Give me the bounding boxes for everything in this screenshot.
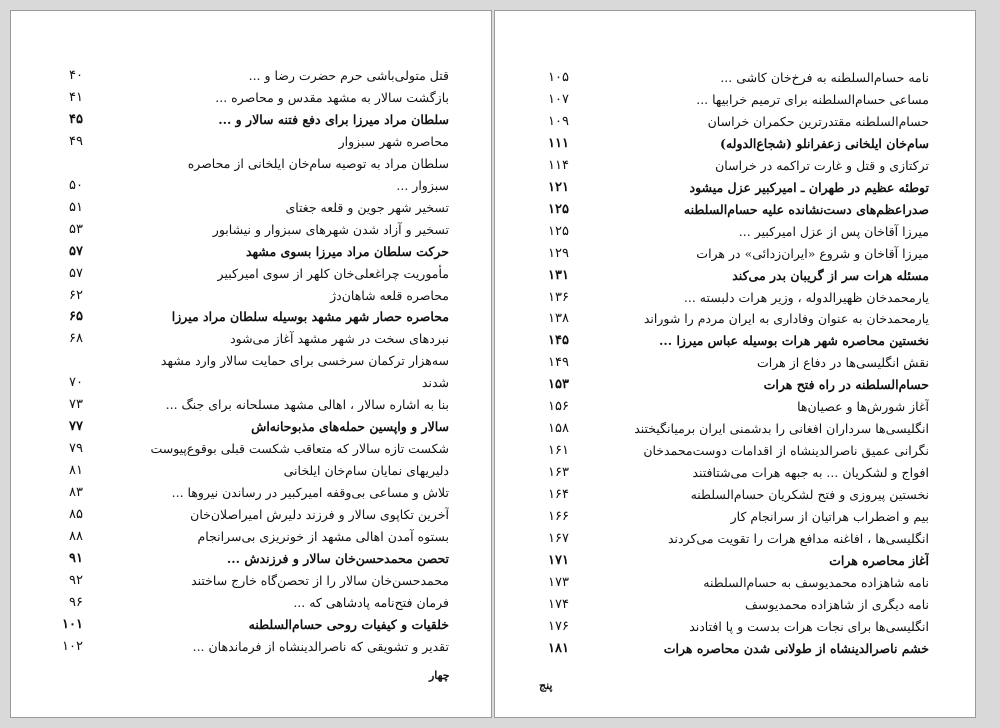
toc-entry-title: بنا به اشاره سالار ، اهالی مشهد مسلحانه برای جنگ ... xyxy=(165,397,449,413)
toc-row xyxy=(495,265,975,287)
toc-row xyxy=(495,594,975,616)
toc-entry-title: شکست تازه سالار که متعاقب شکست قبلی بوقوع‌پیوست xyxy=(150,441,449,457)
toc-page-number: ۸۱ xyxy=(69,463,83,479)
toc-row xyxy=(11,285,491,307)
toc-page-number: ۱۴۵ xyxy=(548,333,569,349)
toc-row xyxy=(11,482,491,504)
toc-entry-title: نگرانی عمیق ناصرالدینشاه از اقدامات دوست‌محمدخان xyxy=(643,443,929,459)
right-page xyxy=(494,10,976,718)
toc-row xyxy=(11,65,491,87)
toc-page-number: ۱۸۱ xyxy=(548,640,569,656)
toc-page-number: ۴۱ xyxy=(69,89,83,105)
toc-entry-title: تسخیر و آزاد شدن شهرهای سبزوار و نیشابور xyxy=(212,221,449,237)
toc-entry-title: تلاش و مساعی بی‌وقفه امیرکبیر در رساندن نیروها ... xyxy=(171,485,449,501)
toc-entry-title: بستوه آمدن اهالی مشهد از خونریزی بی‌سرانجام xyxy=(197,528,449,544)
toc-page-number: ۶۵ xyxy=(69,309,83,325)
toc-entry-title: محاصره حصار شهر مشهد بوسیله سلطان مراد میرزا xyxy=(171,309,449,325)
toc-entry-title: میرزا آقاخان پس از عزل امیرکبیر ... xyxy=(738,223,929,239)
toc-page-number: ۱۲۵ xyxy=(548,201,569,217)
toc-entry-title: مأموریت چراغعلی‌خان کلهر از سوی امیرکبیر xyxy=(217,265,449,281)
toc-row xyxy=(11,526,491,548)
toc-entry-title: نامه دیگری از شاهزاده محمدیوسف xyxy=(745,596,929,612)
toc-entry-title: صدراعظم‌های دست‌نشانده علیه حسام‌السلطنه xyxy=(683,201,929,217)
toc-row xyxy=(11,438,491,460)
toc-entry-title: آخرین تکاپوی سالار و فرزند دلیرش امیراصلان‌خان xyxy=(190,507,449,522)
toc-entry-title: محاصره قلعه شاهان‌دژ xyxy=(330,287,449,303)
toc-page-number: ۱۲۹ xyxy=(548,245,569,261)
toc-row xyxy=(495,616,975,638)
toc-page-number: ۱۷۳ xyxy=(548,574,569,590)
toc-page-number: ۴۰ xyxy=(69,68,83,83)
toc-row xyxy=(495,572,975,594)
toc-entry-title: محاصره شهر سبزوار xyxy=(338,133,449,149)
toc-entry-title: افواج و لشکریان ... به جبهه هرات می‌شتافتند xyxy=(692,465,929,481)
toc-entry-title: محمدحسن‌خان سالار را از تحصن‌گاه خارج ساختند xyxy=(191,572,449,588)
toc-entry-title: میرزا آقاخان و شروع «ایران‌زدائی» در هرات xyxy=(696,245,929,261)
toc-entry-title: تقدیر و تشویقی که ناصرالدینشاه از فرماندهان ... xyxy=(192,638,449,654)
toc-page-number: ۱۳۶ xyxy=(548,289,569,305)
toc-entry-title: یارمحمدخان ظهیرالدوله ، وزیر هرات دلبسته ... xyxy=(683,289,929,305)
toc-entry-title: مساعی حسام‌السلطنه برای ترمیم خرابیها ... xyxy=(696,91,929,107)
toc-page-number: ۴۵ xyxy=(69,111,83,127)
toc-entry-title: حرکت سلطان مراد میرزا بسوی مشهد xyxy=(245,243,449,259)
toc-row xyxy=(495,243,975,265)
toc-row xyxy=(11,328,491,350)
toc-page-number: ۱۰۱ xyxy=(62,616,83,632)
toc-page-number: ۱۲۵ xyxy=(548,223,569,239)
toc-page-number: ۹۱ xyxy=(69,550,83,566)
toc-entry-title: مسئله هرات سر از گریبان بدر می‌کند xyxy=(732,267,929,283)
toc-page-number: ۸۵ xyxy=(69,507,83,522)
toc-row xyxy=(495,111,975,133)
toc-page-number: ۱۰۷ xyxy=(548,91,569,107)
toc-page-number: ۱۱۴ xyxy=(548,157,569,173)
toc-page-number: ۹۲ xyxy=(69,572,83,588)
toc-entry-title: سام‌خان ایلخانی زعفرانلو (شجاع‌الدوله) xyxy=(720,135,929,151)
toc-entry-title: خشم ناصرالدینشاه از طولانی شدن محاصره هرات xyxy=(663,640,929,656)
toc-entry-title: سبزوار ... xyxy=(396,177,449,193)
toc-entry-title: نقش انگلیسی‌ها در دفاع از هرات xyxy=(757,355,929,371)
toc-entry-title: حسام‌السلطنه مقتدرترین حکمران خراسان xyxy=(707,113,929,129)
toc-entry-title: دلیریهای نمایان سام‌خان ایلخانی xyxy=(283,463,449,479)
toc-entry-title: قتل متولی‌باشی حرم حضرت رضا و ... xyxy=(248,68,449,83)
toc-row xyxy=(11,592,491,614)
toc-row xyxy=(495,308,975,330)
toc-page-number: ۵۳ xyxy=(69,221,83,237)
toc-row xyxy=(11,241,491,263)
toc-row xyxy=(11,416,491,438)
toc-row xyxy=(495,462,975,484)
toc-row xyxy=(11,614,491,636)
toc-page-number: ۱۶۱ xyxy=(548,443,569,459)
toc-entry-title: شدند xyxy=(421,375,449,391)
toc-entry-title: سه‌هزار ترکمان سرخسی برای حمایت سالار وارد مشهد xyxy=(160,353,449,369)
toc-row xyxy=(11,350,491,372)
toc-row xyxy=(495,374,975,396)
toc-row xyxy=(11,460,491,482)
toc-row xyxy=(11,131,491,153)
toc-row xyxy=(11,87,491,109)
toc-entry-title: ترکتازی و قتل و غارت تراکمه در خراسان xyxy=(715,157,929,173)
toc-row xyxy=(11,219,491,241)
toc-row xyxy=(495,89,975,111)
toc-page-number: ۱۷۶ xyxy=(548,618,569,634)
toc-row xyxy=(495,506,975,528)
toc-row xyxy=(495,177,975,199)
toc-row xyxy=(11,263,491,285)
toc-entry-title: حسام‌السلطنه در راه فتح هرات xyxy=(763,377,929,393)
toc-entry-title: نخستین پیروزی و فتح لشکریان حسام‌السلطنه xyxy=(690,487,929,503)
toc-page-number: ۱۵۶ xyxy=(548,399,569,415)
toc-entry-title: انگلیسی‌ها سرداران افغانی را بدشمنی ایران برمیانگیختند xyxy=(634,421,929,437)
toc-row xyxy=(11,570,491,592)
toc-entry-title: نامه حسام‌السلطنه به فرخ‌خان کاشی ... xyxy=(720,70,929,85)
toc-row xyxy=(11,636,491,658)
toc-row xyxy=(495,67,975,89)
toc-row xyxy=(495,440,975,462)
toc-page-number: ۱۷۱ xyxy=(548,552,569,568)
toc-row xyxy=(495,638,975,660)
toc-page-number: ۹۶ xyxy=(69,594,83,610)
toc-row xyxy=(495,330,975,352)
toc-entry-title: سلطان مراد به توصیه سام‌خان ایلخانی از محاصره xyxy=(187,155,449,171)
toc-entry-title: تسخیر شهر جوین و قلعه جغتای xyxy=(285,199,449,215)
toc-entry-title: توطئه عظیم در طهران ـ امیرکبیر عزل میشود xyxy=(689,179,929,195)
toc-entry-title: خلقیات و کیفیات روحی حسام‌السلطنه xyxy=(248,616,449,632)
toc-page-number: ۵۰ xyxy=(69,177,83,193)
toc-entry-title: سالار و واپسین حمله‌های مذبوحانه‌اش xyxy=(251,419,449,435)
toc-row xyxy=(11,109,491,131)
toc-page-number: ۱۵۳ xyxy=(548,377,569,393)
toc-entry-title: نخستین محاصره شهر هرات بوسیله عباس میرزا ... xyxy=(659,333,929,349)
toc-entry-title: آغاز شورش‌ها و عصیان‌ها xyxy=(797,399,929,415)
toc-row xyxy=(11,394,491,416)
toc-row xyxy=(495,528,975,550)
toc-entry-title: انگلیسی‌ها برای نجات هرات بدست و پا افتادند xyxy=(689,618,929,634)
toc-page-number: ۱۰۲ xyxy=(62,638,83,654)
toc-entry-title: نامه شاهزاده محمدیوسف به حسام‌السلطنه xyxy=(703,574,929,590)
page-number-label: پنج xyxy=(539,679,553,692)
toc-page-number: ۱۷۴ xyxy=(548,596,569,612)
toc-page-number: ۱۶۴ xyxy=(548,487,569,503)
toc-entry-title: بیم و اضطراب هراتیان از سرانجام کار xyxy=(730,509,929,524)
toc-page-number: ۸۳ xyxy=(69,485,83,501)
toc-row xyxy=(11,504,491,526)
toc-row xyxy=(495,418,975,440)
toc-row xyxy=(495,221,975,243)
toc-page-number: ۵۷ xyxy=(69,265,83,281)
toc-entry-title: آغاز محاصره هرات xyxy=(829,552,929,568)
toc-entry-title: تحصن محمدحسن‌خان سالار و فرزندش ... xyxy=(226,550,449,566)
toc-row xyxy=(11,548,491,570)
toc-page-number: ۱۶۶ xyxy=(548,509,569,524)
toc-row xyxy=(495,396,975,418)
toc-page-number: ۱۰۹ xyxy=(548,113,569,129)
toc-entry-title: یارمحمدخان به عنوان وفاداری به ایران مردم را شوراند xyxy=(643,311,929,327)
toc-entry-title: نبردهای سخت در شهر مشهد آغاز می‌شود xyxy=(230,331,449,347)
toc-row xyxy=(495,287,975,309)
toc-row xyxy=(11,372,491,394)
toc-page-number: ۵۱ xyxy=(69,199,83,215)
toc-page-number: ۱۳۸ xyxy=(548,311,569,327)
toc-page-number: ۱۱۱ xyxy=(548,135,569,151)
toc-page-number: ۱۰۵ xyxy=(548,70,569,85)
toc-entry-title: سلطان مراد میرزا برای دفع فتنه سالار و ... xyxy=(218,111,449,127)
toc-page-number: ۱۴۹ xyxy=(548,355,569,371)
left-page xyxy=(10,10,492,718)
toc-page-number: ۷۰ xyxy=(69,375,83,391)
toc-entry-title: انگلیسی‌ها ، افاغنه مدافع هرات را تقویت می‌کردند xyxy=(667,530,929,546)
toc-entry-title: فرمان فتح‌نامه پادشاهی که ... xyxy=(293,594,449,610)
toc-page-number: ۷۳ xyxy=(69,397,83,413)
toc-row xyxy=(11,175,491,197)
toc-row xyxy=(11,306,491,328)
toc-page-number: ۴۹ xyxy=(69,133,83,149)
toc-row xyxy=(495,155,975,177)
toc-row xyxy=(495,199,975,221)
toc-page-number: ۱۵۸ xyxy=(548,421,569,437)
toc-page-number: ۱۶۷ xyxy=(548,530,569,546)
page-number-label: چهار xyxy=(429,669,450,682)
toc-page-number: ۶۲ xyxy=(69,287,83,303)
toc-page-number: ۱۲۱ xyxy=(548,179,569,195)
toc-page-number: ۶۸ xyxy=(69,331,83,347)
toc-page-number: ۷۷ xyxy=(69,419,83,435)
toc-page-number: ۷۹ xyxy=(69,441,83,457)
toc-page-number: ۱۳۱ xyxy=(548,267,569,283)
toc-row xyxy=(495,133,975,155)
toc-page-number: ۱۶۳ xyxy=(548,465,569,481)
toc-page-number: ۵۷ xyxy=(69,243,83,259)
toc-row xyxy=(495,352,975,374)
toc-page-number: ۸۸ xyxy=(69,528,83,544)
toc-row xyxy=(11,153,491,175)
toc-row xyxy=(11,197,491,219)
toc-row xyxy=(495,550,975,572)
toc-row xyxy=(495,484,975,506)
toc-entry-title: بازگشت سالار به مشهد مقدس و محاصره ... xyxy=(215,89,449,105)
